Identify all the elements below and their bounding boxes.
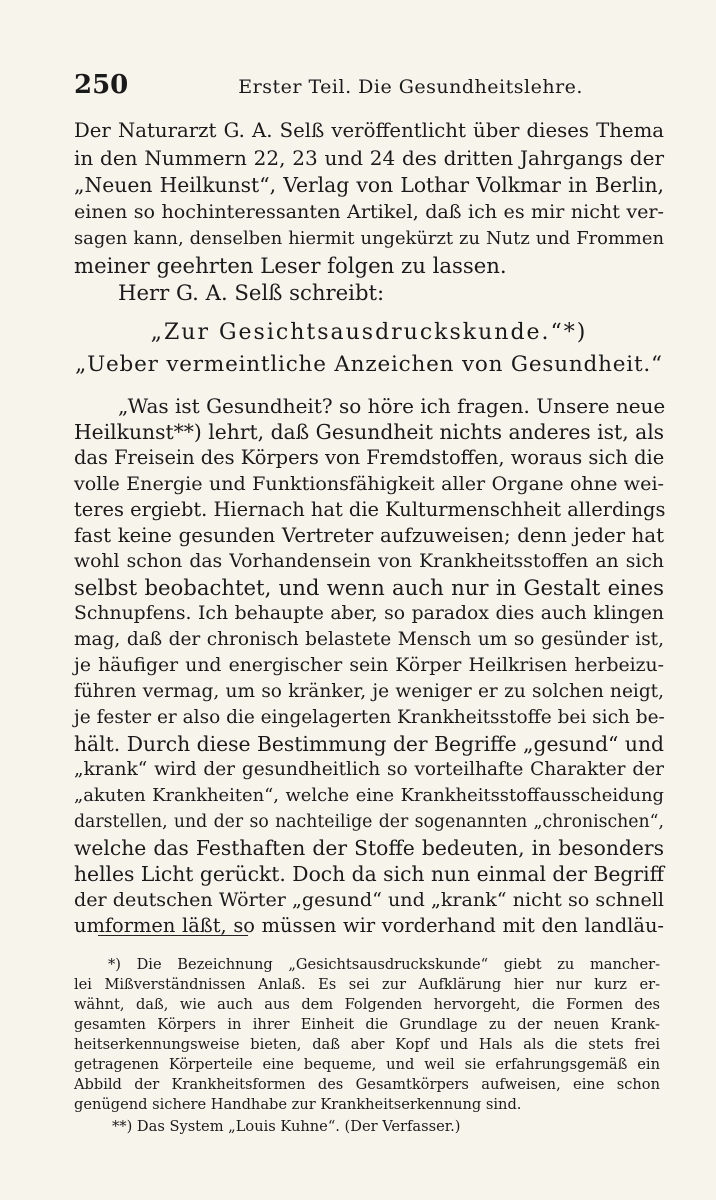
footnote-line: heitserkennungsweise bieten, daß aber Kopf und Hals als die stets frei — [74, 1036, 660, 1053]
text-line: mag, daß der chronisch belastete Mensch um so gesünder ist, — [74, 629, 664, 650]
text-line: einen so hochinteressanten Artikel, daß ich es mir nicht ver- — [74, 200, 664, 223]
footnote-line: **) Das System „Louis Kuhne“. (Der Verfasser.) — [112, 1118, 461, 1135]
text-line: hält. Durch diese Bestimmung der Begriffe „gesund“ und — [74, 732, 664, 756]
text-line: das Freisein des Körpers von Fremdstoffen, woraus sich die — [74, 446, 665, 469]
text-line: umformen läßt, so müssen wir vorderhand mit den landläu- — [74, 914, 664, 937]
footnote-line: getragenen Körperteile eine bequeme, und weil sie erfahrungsgemäß ein — [74, 1056, 660, 1073]
footnote-line: gesamten Körpers in ihrer Einheit die Grundlage zu der neuen Krank- — [74, 1016, 660, 1033]
text-line: je fester er also die eingelagerten Krankheitsstoffe bei sich be- — [74, 707, 665, 728]
text-line: selbst beobachtet, und wenn auch nur in Gestalt eines — [74, 575, 664, 600]
text-line: fast keine gesunden Vertreter aufzuweisen; denn jeder hat — [74, 524, 664, 547]
article-subtitle: „Ueber vermeintliche Anzeichen von Gesundheit.“ — [75, 352, 663, 377]
footnote-line: Abbild der Krankheitsformen des Gesamtkörpers aufweisen, eine schon — [74, 1076, 660, 1093]
footnote-line: *) Die Bezeichnung „Gesichtsausdruckskunde“ giebt zu mancher- — [108, 956, 660, 973]
text-line: Der Naturarzt G. A. Selß veröffentlicht über dieses Thema — [74, 119, 664, 142]
page-header — [74, 70, 674, 106]
text-line: „akuten Krankheiten“, welche eine Krankheitsstoffausscheidung — [74, 785, 664, 806]
text-line: welche das Festhaften der Stoffe bedeuten, in besonders — [74, 836, 664, 860]
text-line: wohl schon das Vorhandensein von Krankheitsstoffen an sich — [74, 551, 664, 572]
text-line: „Neuen Heilkunst“, Verlag von Lothar Volkmar in Berlin, — [74, 173, 664, 197]
text-line: volle Energie und Funktionsfähigkeit aller Organe ohne wei- — [74, 472, 664, 495]
text-line: der deutschen Wörter „gesund“ und „krank“ nicht so schnell — [74, 888, 664, 911]
article-title: „Zur Gesichtsausdruckskunde.“*) — [150, 320, 588, 345]
text-line: darstellen, und der so nachteilige der sogenannten „chronischen“, — [74, 812, 664, 832]
footnote-divider — [98, 935, 248, 936]
page-number: 250 — [74, 70, 129, 100]
text-line: „Was ist Gesundheit? so höre ich fragen. Unsere neue — [118, 394, 666, 418]
text-line: helles Licht gerückt. Doch da sich nun einmal der Begriff — [74, 862, 664, 886]
text-line: Heilkunst**) lehrt, daß Gesundheit nichts anderes ist, als — [74, 420, 665, 444]
footnote-line: genügend sichere Handhabe zur Krankheitserkennung sind. — [74, 1096, 522, 1113]
text-line: sagen kann, denselben hiermit ungekürzt zu Nutz und Frommen — [74, 228, 664, 249]
text-line: „krank“ wird der gesundheitlich so vorteilhafte Charakter der — [74, 759, 664, 780]
text-line: Herr G. A. Selß schreibt: — [118, 280, 385, 305]
text-line: führen vermag, um so kränker, je weniger er zu solchen neigt, — [74, 681, 664, 702]
footnote-line: lei Mißverständnissen Anlaß. Es sei zur Aufklärung hier nur kurz er- — [74, 976, 660, 993]
footnote-line: wähnt, daß, wie auch aus dem Folgenden hervorgeht, die Formen des — [74, 996, 660, 1013]
text-line: teres ergiebt. Hiernach hat die Kulturmenschheit allerdings — [74, 498, 666, 521]
text-line: meiner geehrten Leser folgen zu lassen. — [74, 253, 507, 278]
text-line: Schnupfens. Ich behaupte aber, so paradox dies auch klingen — [74, 603, 664, 624]
text-line: in den Nummern 22, 23 und 24 des dritten Jahrgangs der — [74, 146, 664, 170]
running-head: Erster Teil. Die Gesundheitslehre. — [238, 76, 583, 98]
text-line: je häufiger und energischer sein Körper Heilkrisen herbeizu- — [74, 655, 664, 676]
